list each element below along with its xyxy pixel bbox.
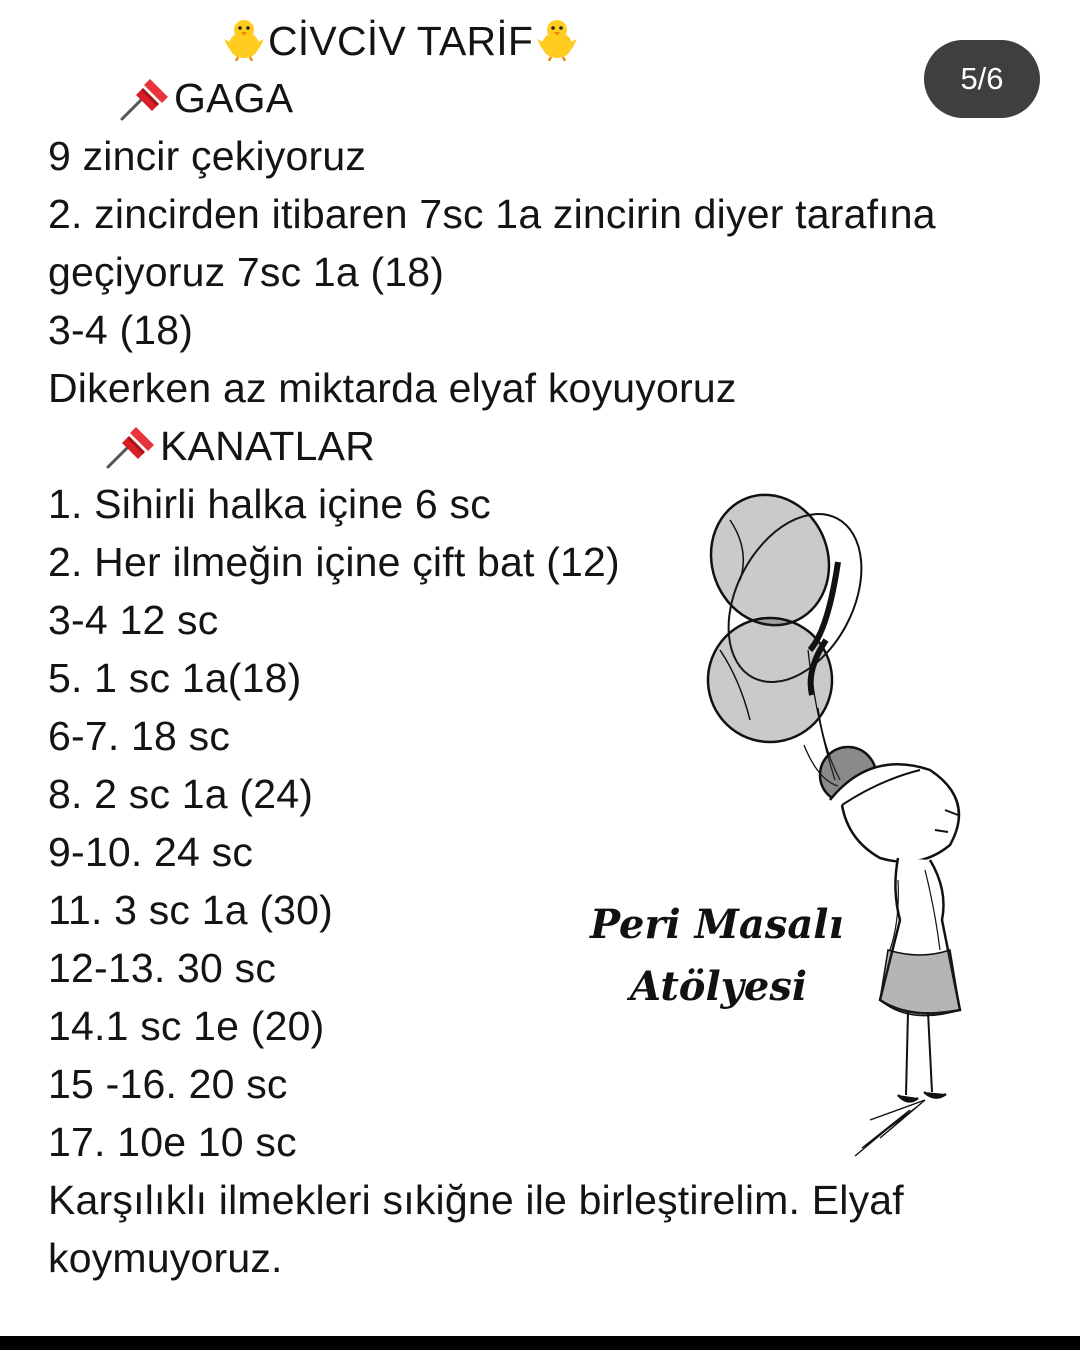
watermark-line-2: Atölyesi xyxy=(630,963,808,1010)
instruction-line: Karşılıklı ilmekleri sıkiğne ile birleştirelim. Elyaf xyxy=(48,1177,904,1223)
recipe-title xyxy=(220,17,581,65)
instruction-line: 11. 3 sc 1a (30) xyxy=(48,887,334,933)
instruction-line: 2. Her ilmeğin içine çift bat (12) xyxy=(48,539,620,585)
section-heading-gaga-text: GAGA xyxy=(174,75,294,121)
instruction-line: 17. 10e 10 sc xyxy=(48,1119,297,1165)
girl-with-balloons-illustration xyxy=(580,480,1000,1170)
instruction-line: koymuyoruz. xyxy=(48,1235,283,1281)
instruction-line: 14.1 sc 1e (20) xyxy=(48,1003,325,1049)
recipe-title-text: CİVCİV TARİF xyxy=(268,18,534,64)
instruction-line: 8. 2 sc 1a (24) xyxy=(48,771,314,817)
instruction-line: 2. zincirden itibaren 7sc 1a zincirin diyer tarafına xyxy=(48,191,936,237)
watermark-line-1: Peri Masalı xyxy=(590,901,844,948)
instruction-line: 3-4 (18) xyxy=(48,307,194,353)
section-heading-kanatlar-text: KANATLAR xyxy=(160,423,376,469)
section-heading-gaga xyxy=(118,74,293,122)
instruction-line: 9 zincir çekiyoruz xyxy=(48,133,367,179)
chick-icon xyxy=(533,17,581,61)
instruction-line: Dikerken az miktarda elyaf koyuyoruz xyxy=(48,365,737,411)
page-counter-badge: 5/6 xyxy=(924,40,1040,118)
instruction-line: geçiyoruz 7sc 1a (18) xyxy=(48,249,445,295)
section-heading-kanatlar xyxy=(104,422,375,470)
instruction-line: 15 -16. 20 sc xyxy=(48,1061,288,1107)
bottom-bar xyxy=(0,1336,1080,1350)
pushpin-icon xyxy=(118,75,172,121)
instruction-line: 9-10. 24 sc xyxy=(48,829,254,875)
pushpin-icon xyxy=(104,423,158,469)
chick-icon xyxy=(220,17,268,61)
instruction-line: 12-13. 30 sc xyxy=(48,945,277,991)
instruction-line: 5. 1 sc 1a(18) xyxy=(48,655,302,701)
instruction-line: 3-4 12 sc xyxy=(48,597,219,643)
instruction-line: 1. Sihirli halka içine 6 sc xyxy=(48,481,491,527)
instruction-line: 6-7. 18 sc xyxy=(48,713,231,759)
